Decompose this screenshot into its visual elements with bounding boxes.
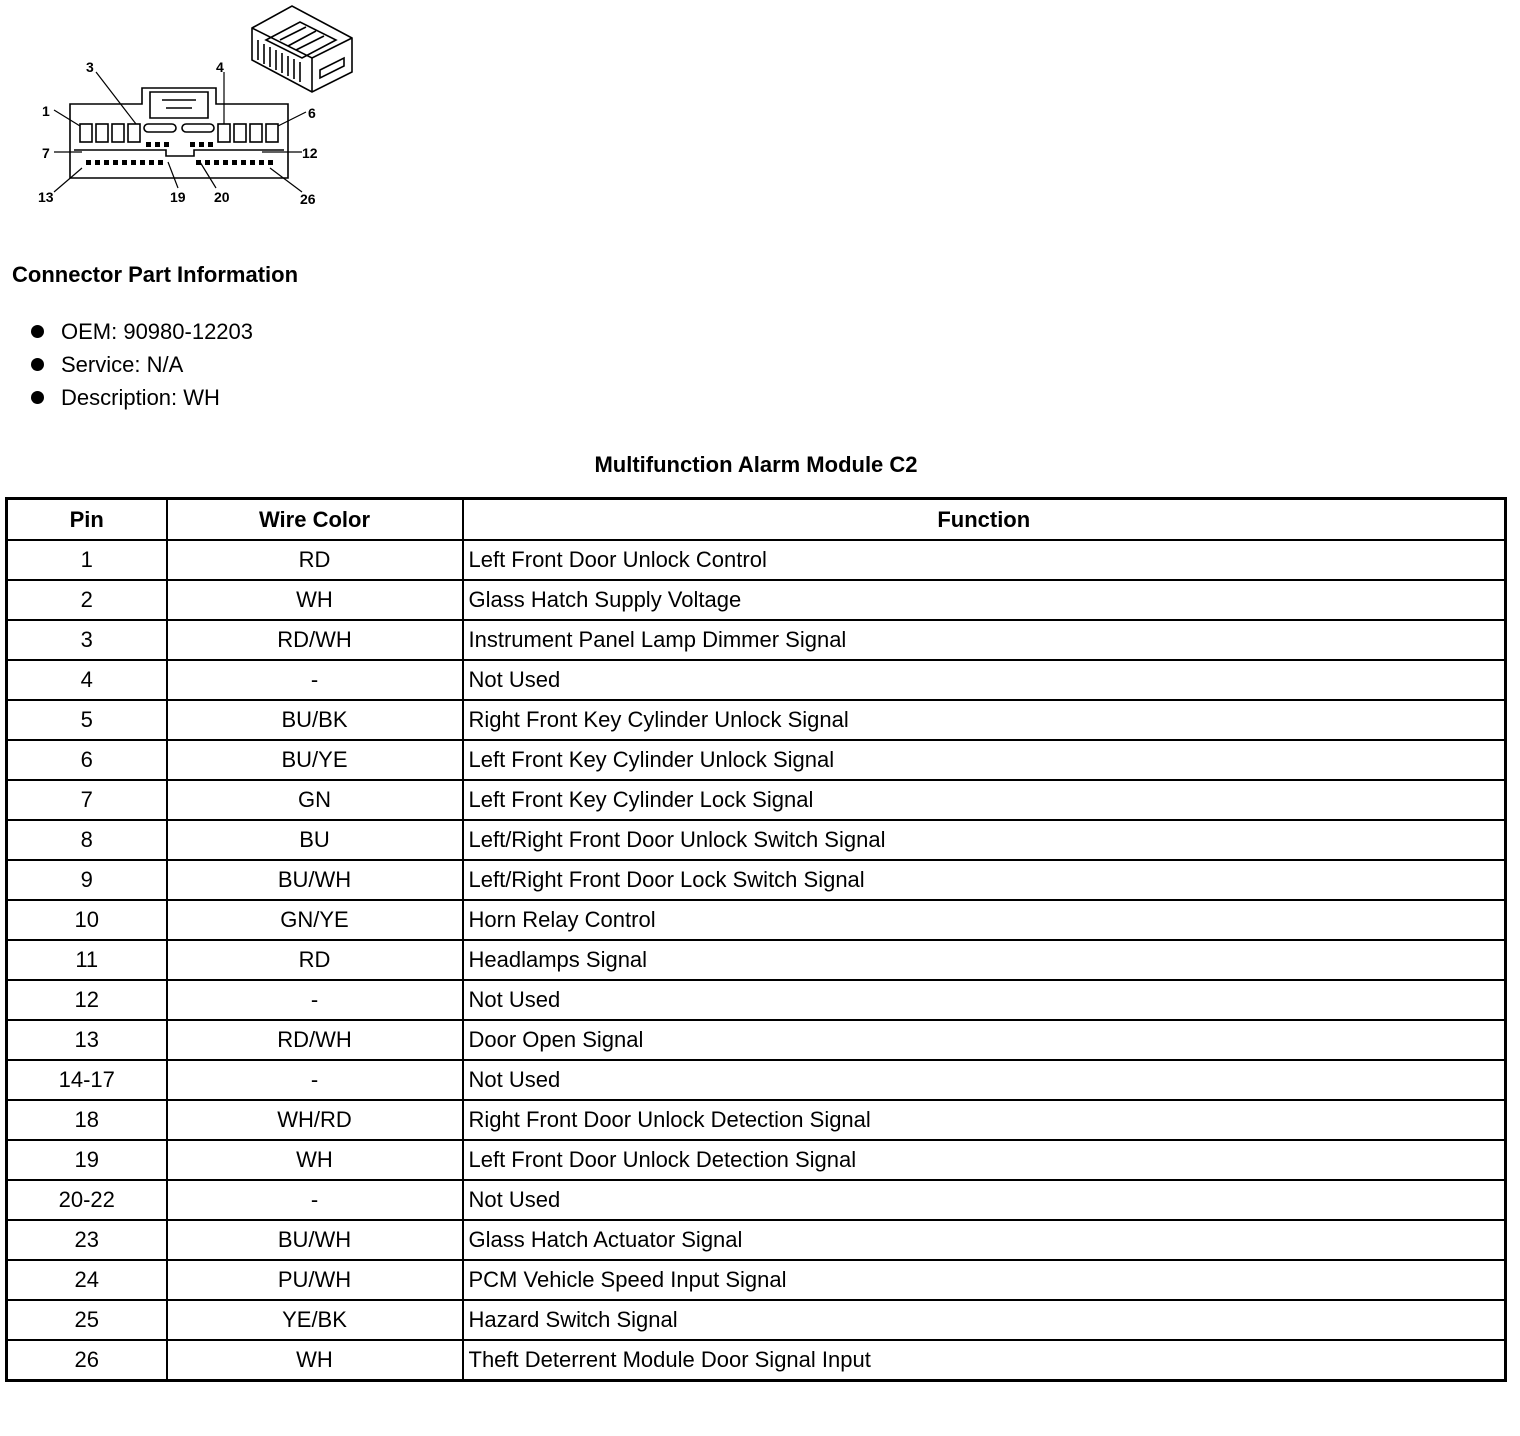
cell-wire-color: WH (167, 580, 463, 620)
table-row (7, 740, 1506, 780)
header-pin: Pin (7, 499, 167, 541)
cell-wire-color: BU (167, 820, 463, 860)
pin-label-7: 7 (42, 145, 50, 161)
part-info-item (28, 315, 253, 348)
table-row (7, 780, 1506, 820)
table-header-row (7, 499, 1506, 541)
part-info-description: Description: WH (61, 385, 220, 410)
pin-table (5, 497, 1507, 1382)
pin-label-4: 4 (216, 59, 224, 75)
cell-wire-color: - (167, 1180, 463, 1220)
cell-pin: 2 (7, 580, 167, 620)
pin-label-3: 3 (86, 59, 94, 75)
table-row (7, 980, 1506, 1020)
pin-label-6: 6 (308, 105, 316, 121)
cell-wire-color: - (167, 980, 463, 1020)
cell-pin: 8 (7, 820, 167, 860)
cell-pin: 5 (7, 700, 167, 740)
table-row (7, 1260, 1506, 1300)
part-info-item (28, 381, 253, 414)
cell-function: Right Front Key Cylinder Unlock Signal (463, 700, 1506, 740)
cell-wire-color: BU/WH (167, 1220, 463, 1260)
connector-isometric-icon (252, 6, 352, 92)
cell-function: Theft Deterrent Module Door Signal Input (463, 1340, 1506, 1381)
cell-function: Not Used (463, 1180, 1506, 1220)
cell-pin: 9 (7, 860, 167, 900)
table-row (7, 700, 1506, 740)
section-heading: Connector Part Information (12, 262, 299, 287)
cell-pin: 19 (7, 1140, 167, 1180)
cell-pin: 26 (7, 1340, 167, 1381)
table-row (7, 860, 1506, 900)
header-wire-color: Wire Color (167, 499, 463, 541)
cell-function: PCM Vehicle Speed Input Signal (463, 1260, 1506, 1300)
cell-function: Glass Hatch Supply Voltage (463, 580, 1506, 620)
pin-label-19: 19 (170, 189, 186, 205)
part-info-service: Service: N/A (61, 352, 184, 377)
cell-pin: 18 (7, 1100, 167, 1140)
cell-function: Glass Hatch Actuator Signal (463, 1220, 1506, 1260)
pin-label-13: 13 (38, 189, 54, 205)
cell-wire-color: GN (167, 780, 463, 820)
connector-face (70, 88, 288, 178)
cell-pin: 23 (7, 1220, 167, 1260)
table-row (7, 900, 1506, 940)
table-row (7, 1100, 1506, 1140)
cell-function: Left Front Key Cylinder Unlock Signal (463, 740, 1506, 780)
connector-diagram (30, 0, 370, 215)
cell-function: Door Open Signal (463, 1020, 1506, 1060)
table-row (7, 540, 1506, 580)
bullet-icon (31, 391, 44, 404)
bullet-icon (31, 325, 44, 338)
cell-wire-color: YE/BK (167, 1300, 463, 1340)
pin-label-1: 1 (42, 103, 50, 119)
cell-pin: 12 (7, 980, 167, 1020)
cell-wire-color: BU/BK (167, 700, 463, 740)
cell-pin: 4 (7, 660, 167, 700)
cell-wire-color: RD/WH (167, 1020, 463, 1060)
cell-wire-color: WH (167, 1140, 463, 1180)
cell-wire-color: RD (167, 940, 463, 980)
part-info-oem: OEM: 90980-12203 (61, 319, 254, 344)
cell-function: Left Front Door Unlock Detection Signal (463, 1140, 1506, 1180)
cell-pin: 25 (7, 1300, 167, 1340)
cell-wire-color: GN/YE (167, 900, 463, 940)
cell-function: Right Front Door Unlock Detection Signal (463, 1100, 1506, 1140)
table-row (7, 1180, 1506, 1220)
cell-function: Instrument Panel Lamp Dimmer Signal (463, 620, 1506, 660)
cell-function: Not Used (463, 660, 1506, 700)
cell-function: Left/Right Front Door Unlock Switch Signal (463, 820, 1506, 860)
bullet-icon (31, 358, 44, 371)
cell-pin: 11 (7, 940, 167, 980)
cell-wire-color: WH/RD (167, 1100, 463, 1140)
cell-pin: 20-22 (7, 1180, 167, 1220)
cell-function: Not Used (463, 980, 1506, 1020)
cell-pin: 3 (7, 620, 167, 660)
pin-label-26: 26 (300, 191, 316, 207)
cell-wire-color: BU/YE (167, 740, 463, 780)
cell-wire-color: - (167, 1060, 463, 1100)
table-row (7, 1300, 1506, 1340)
table-row (7, 660, 1506, 700)
table-row (7, 940, 1506, 980)
cell-function: Left/Right Front Door Lock Switch Signal (463, 860, 1506, 900)
cell-function: Hazard Switch Signal (463, 1300, 1506, 1340)
part-info-item (28, 348, 253, 381)
cell-function: Horn Relay Control (463, 900, 1506, 940)
cell-function: Not Used (463, 1060, 1506, 1100)
table-row (7, 820, 1506, 860)
cell-function: Headlamps Signal (463, 940, 1506, 980)
cell-pin: 6 (7, 740, 167, 780)
table-row (7, 1220, 1506, 1260)
pin-label-12: 12 (302, 145, 318, 161)
pin-label-20: 20 (214, 189, 230, 205)
cell-function: Left Front Key Cylinder Lock Signal (463, 780, 1506, 820)
table-row (7, 1020, 1506, 1060)
cell-wire-color: BU/WH (167, 860, 463, 900)
cell-pin: 7 (7, 780, 167, 820)
table-row (7, 1340, 1506, 1381)
table-row (7, 1140, 1506, 1180)
table-title: Multifunction Alarm Module C2 (594, 452, 918, 477)
table-row (7, 620, 1506, 660)
cell-pin: 10 (7, 900, 167, 940)
cell-pin: 14-17 (7, 1060, 167, 1100)
cell-pin: 13 (7, 1020, 167, 1060)
pin-table-body (7, 540, 1506, 1381)
cell-wire-color: PU/WH (167, 1260, 463, 1300)
table-row (7, 580, 1506, 620)
cell-pin: 24 (7, 1260, 167, 1300)
cell-pin: 1 (7, 540, 167, 580)
part-info-list (28, 315, 253, 414)
cell-wire-color: RD (167, 540, 463, 580)
cell-function: Left Front Door Unlock Control (463, 540, 1506, 580)
cell-wire-color: WH (167, 1340, 463, 1381)
cell-wire-color: RD/WH (167, 620, 463, 660)
header-function: Function (463, 499, 1506, 541)
table-row (7, 1060, 1506, 1100)
cell-wire-color: - (167, 660, 463, 700)
